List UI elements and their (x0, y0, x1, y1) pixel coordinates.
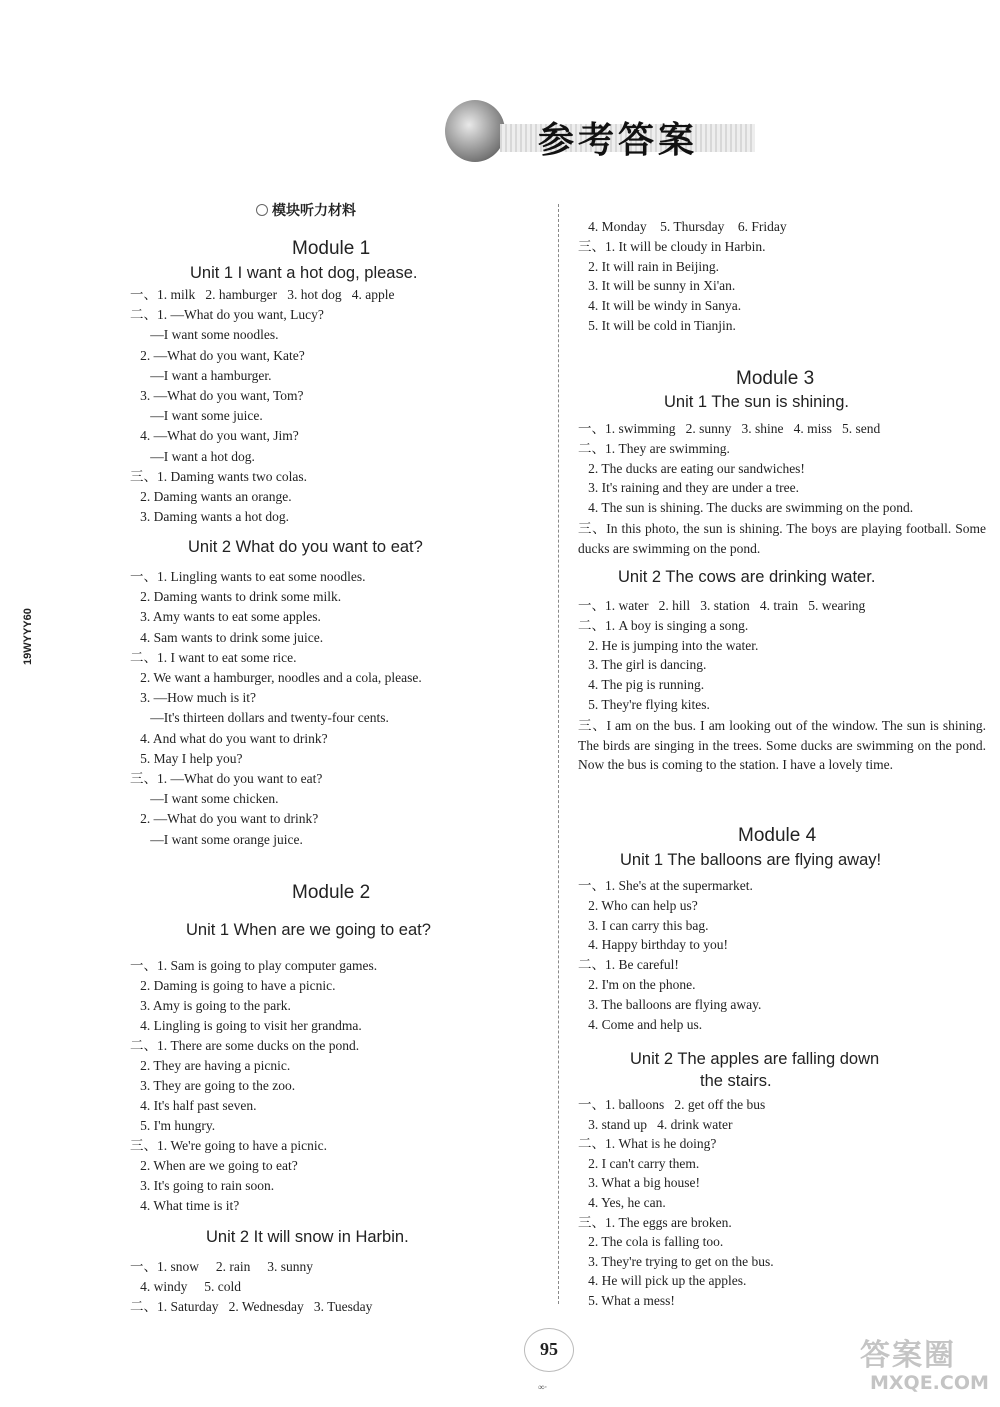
answer-line: 4. And what do you want to drink? (130, 730, 328, 746)
answer-line: 一、1. Lingling wants to eat some noodles. (130, 569, 366, 584)
page-number: 95 (524, 1328, 574, 1372)
answer-line: 4. He will pick up the apples. (578, 1273, 747, 1289)
answer-line: 4. The pig is running. (578, 677, 705, 693)
column-divider (558, 204, 559, 1304)
m4-unit2-heading-cont: the stairs. (700, 1072, 772, 1090)
watermark-logo: 答案圈 (860, 1338, 956, 1373)
m3-unit1-heading: Unit 1 The sun is shining. (664, 393, 849, 411)
answer-line: 3. Amy wants to eat some apples. (130, 609, 321, 625)
answer-line: 2. We want a hamburger, noodles and a cola, please. (130, 670, 422, 685)
page-header (430, 100, 760, 170)
answer-line: —I want a hot dog. (130, 448, 255, 464)
answer-line: 4. —What do you want, Jim? (130, 428, 299, 444)
m3-unit1-passage: 三、In this photo, the sun is shining. The boys are playing football. Some ducks are swimming on the pond. (578, 521, 986, 556)
answer-line: 5. It will be cold in Tianjin. (578, 318, 736, 333)
answer-line: 三、1. It will be cloudy in Harbin. (578, 238, 766, 254)
answer-line: 5. May I help you? (130, 750, 243, 766)
m1-unit2-heading: Unit 2 What do you want to eat? (188, 538, 423, 556)
answer-line: 2. Daming wants an orange. (130, 489, 292, 504)
answer-line: 2. It will rain in Beijing. (578, 258, 719, 274)
answer-line: 3. What a big house! (578, 1175, 700, 1191)
m3-unit2-passage: 三、I am on the bus. I am looking out of the window. The sun is shining. The birds are singing in the trees. Some ducks are swimming on the pond. Now the bus is coming to the station. I have a lovely time. (578, 718, 986, 772)
answer-line: 5. What a mess! (578, 1293, 675, 1308)
answer-line: 二、1. Saturday 2. Wednesday 3. Tuesday (130, 1299, 373, 1314)
answer-line: —I want a hamburger. (130, 367, 272, 383)
answer-line: —I want some juice. (130, 408, 263, 424)
answer-line: 4. windy 5. cold (130, 1279, 241, 1294)
answer-line: 二、1. There are some ducks on the pond. (130, 1038, 360, 1053)
answer-line: 5. They're flying kites. (578, 697, 710, 712)
answer-line: 二、1. I want to eat some rice. (130, 649, 297, 665)
m1-unit1-heading: Unit 1 I want a hot dog, please. (190, 264, 418, 282)
m2-unit1-heading: Unit 1 When are we going to eat? (186, 921, 431, 939)
answer-line: 3. The balloons are flying away. (578, 996, 762, 1012)
answer-line: 一、1. milk 2. hamburger 3. hot dog 4. apple (130, 287, 395, 302)
answer-line: 4. It will be windy in Sanya. (578, 298, 742, 314)
answer-line: 3. The girl is dancing. (578, 657, 707, 673)
answer-line: 二、1. They are swimming. (578, 440, 730, 456)
side-code: 19WYYY60 (22, 608, 34, 665)
answer-line: 2. The ducks are eating our sandwiches! (578, 460, 805, 476)
answer-line: 二、1. Be careful! (578, 957, 679, 973)
answer-line: 3. —What do you want, Tom? (130, 388, 304, 403)
answer-line: 二、1. —What do you want, Lucy? (130, 307, 324, 323)
module-1-heading: Module 1 (292, 238, 371, 259)
module-4-heading: Module 4 (738, 825, 817, 846)
answer-line: 三、1. The eggs are broken. (578, 1214, 732, 1230)
answer-line: 4. Come and help us. (578, 1016, 703, 1032)
m4-unit1-heading: Unit 1 The balloons are flying away! (620, 851, 882, 869)
answer-line: 3. They are going to the zoo. (130, 1078, 296, 1093)
answer-line: 一、1. water 2. hill 3. station 4. train 5. wearing (578, 598, 866, 613)
answer-line: 三、1. Daming wants two colas. (130, 468, 307, 484)
page-mark: ∞· (538, 1382, 548, 1392)
answer-line: 2. Who can help us? (578, 897, 698, 913)
answer-line: 3. They're trying to get on the bus. (578, 1253, 774, 1269)
answer-line: 3. I can carry this bag. (578, 917, 709, 933)
answer-line: 2. Daming is going to have a picnic. (130, 978, 336, 993)
answer-line: —I want some noodles. (130, 327, 279, 343)
answer-line: 3. —How much is it? (130, 690, 256, 706)
answer-line: 4. What time is it? (130, 1198, 240, 1213)
answer-line: —It's thirteen dollars and twenty-four cents. (130, 710, 389, 726)
answer-line: 4. Sam wants to drink some juice. (130, 629, 324, 645)
answer-line: 一、1. balloons 2. get off the bus (578, 1097, 766, 1112)
answer-line: 2. When are we going to eat? (130, 1158, 298, 1173)
mascot-icon (445, 100, 505, 162)
m4-unit2-heading: Unit 2 The apples are falling down (630, 1050, 880, 1068)
answer-line: 一、1. Sam is going to play computer games. (130, 958, 378, 973)
answer-line: 一、1. swimming 2. sunny 3. shine 4. miss 5. send (578, 421, 881, 436)
answer-line: 2. —What do you want to drink? (130, 811, 319, 827)
page-title: 参考答案 (538, 120, 699, 161)
answer-line: 2. They are having a picnic. (130, 1058, 291, 1073)
watermark-url: MXQE.COM (870, 1372, 989, 1394)
answer-line: —I want some orange juice. (130, 831, 303, 847)
answer-line: 4. Lingling is going to visit her grandma. (130, 1018, 362, 1033)
module-2-heading: Module 2 (292, 882, 371, 903)
answer-line: 3. Daming wants a hot dog. (130, 509, 289, 525)
m2-unit2-heading: Unit 2 It will snow in Harbin. (206, 1228, 409, 1246)
answer-line: 二、1. A boy is singing a song. (578, 617, 749, 633)
answer-line: 2. The cola is falling too. (578, 1234, 724, 1250)
answer-line: 4. The sun is shining. The ducks are swimming on the pond. (578, 500, 914, 516)
answer-line: 3. stand up 4. drink water (578, 1116, 733, 1132)
answer-line: 一、1. She's at the supermarket. (578, 878, 753, 893)
answer-line: 4. Monday 5. Thursday 6. Friday (578, 219, 787, 234)
module-3-heading: Module 3 (736, 368, 815, 389)
answer-line: 5. I'm hungry. (130, 1118, 216, 1133)
answer-line: 三、1. —What do you want to eat? (130, 771, 323, 786)
answer-line: 4. It's half past seven. (130, 1098, 257, 1113)
m3-unit2-heading: Unit 2 The cows are drinking water. (618, 568, 876, 586)
answer-line: 2. Daming wants to drink some milk. (130, 589, 342, 605)
answer-line: 3. It's going to rain soon. (130, 1178, 275, 1193)
answer-line: 3. Amy is going to the park. (130, 998, 291, 1013)
answer-line: 4. Yes, he can. (578, 1195, 666, 1210)
answer-line: 4. Happy birthday to you! (578, 937, 728, 953)
answer-line: 一、1. snow 2. rain 3. sunny (130, 1259, 313, 1274)
answer-line: 三、1. We're going to have a picnic. (130, 1138, 328, 1153)
answer-line: 2. I can't carry them. (578, 1155, 700, 1171)
answer-line: 3. It will be sunny in Xi'an. (578, 278, 736, 294)
answer-line: 2. He is jumping into the water. (578, 637, 759, 653)
answer-line: —I want some chicken. (130, 791, 279, 807)
answer-line: 3. It's raining and they are under a tree. (578, 480, 799, 496)
answer-line: 二、1. What is he doing? (578, 1136, 717, 1152)
answer-line: 2. —What do you want, Kate? (130, 347, 305, 363)
section-tag: 模块听力材料 (256, 200, 356, 220)
answer-line: 2. I'm on the phone. (578, 977, 696, 992)
